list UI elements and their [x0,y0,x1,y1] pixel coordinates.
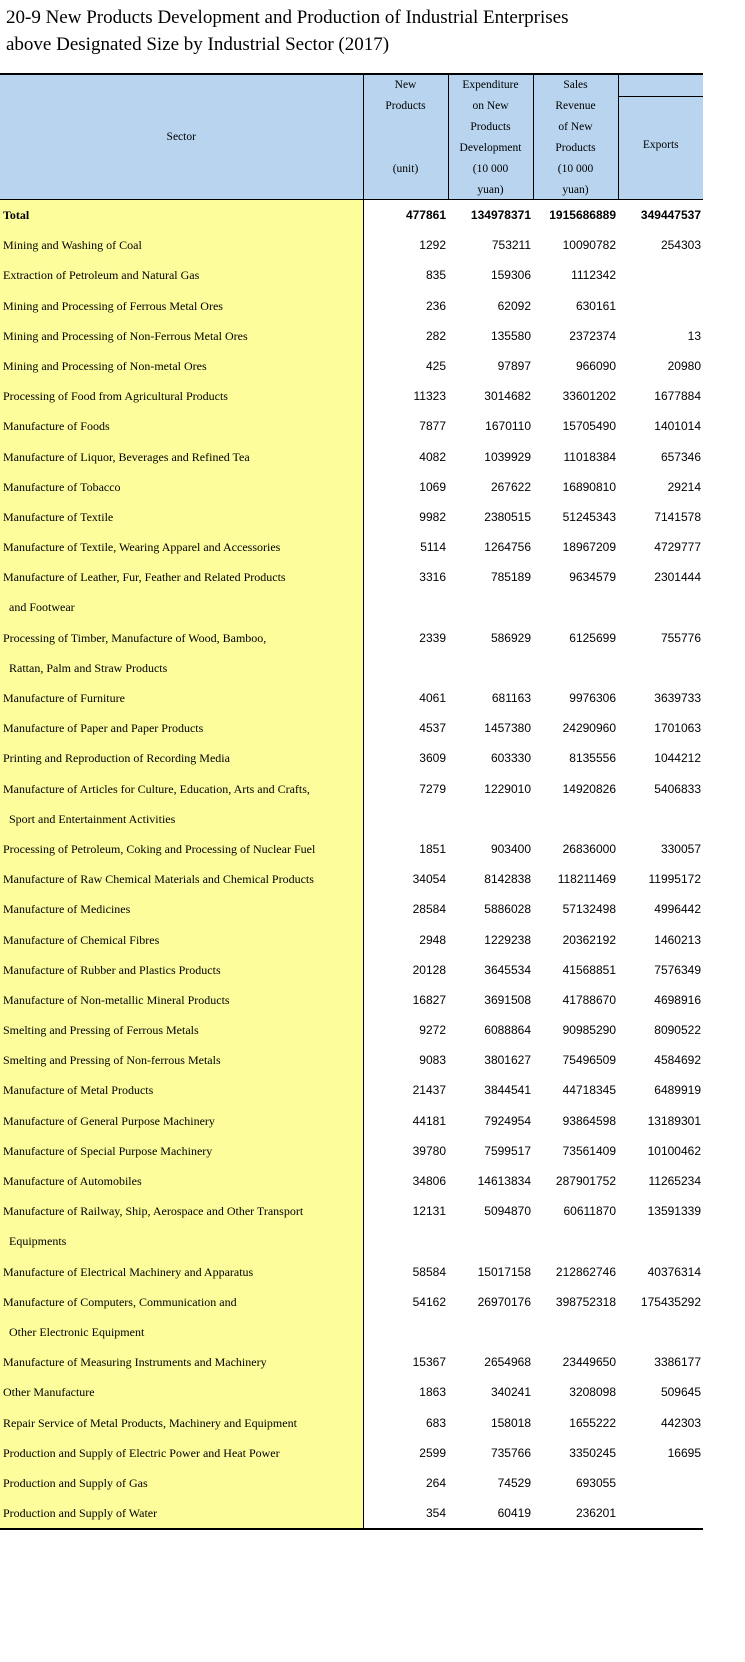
sales-revenue-cell: 236201 [575,1506,616,1521]
sector-cell: and Footwear [0,592,363,622]
header-row [0,74,703,200]
table-row [0,260,703,290]
expenditure-column-header [448,74,533,200]
table-row [0,1408,703,1438]
table-row [0,442,703,472]
expenditure-cell: 159306 [490,268,531,283]
expenditure-cell [448,653,533,683]
sector-cell: Manufacture of Special Purpose Machinery [0,1136,363,1166]
sector-cell: Manufacture of Metal Products [0,1075,363,1105]
table-row [0,623,703,653]
sector-cell: Manufacture of Railway, Ship, Aerospace and Other Transport [0,1196,363,1226]
sector-cell: Manufacture of Non-metallic Mineral Products [0,985,363,1015]
new-products-cell: 20128 [412,962,446,977]
new-products-cell: 1069 [419,479,446,494]
table-row [0,472,703,502]
table-row [0,562,703,592]
sales-revenue-cell: 57132498 [562,902,616,917]
exports-cell: 4729777 [654,540,701,555]
expenditure-cell: 7599517 [484,1143,531,1158]
expenditure-cell: 603330 [490,751,531,766]
sales-revenue-cell: 1915686889 [549,208,616,222]
table-row [0,1075,703,1105]
sales-revenue-cell [533,1226,618,1256]
exports-cell [618,1498,703,1529]
sales-revenue-cell: 2372374 [569,328,616,343]
new-products-cell: 1292 [419,238,446,253]
exports-cell: 13189301 [647,1113,701,1128]
new-products-cell: 7279 [419,781,446,796]
new-products-cell: 236 [425,298,446,313]
exports-cell: 3386177 [654,1355,701,1370]
header-text: (10 000 [557,163,594,175]
sales-revenue-cell: 18967209 [562,540,616,555]
exports-cell [618,804,703,834]
exports-cell: 755776 [660,630,701,645]
sales-revenue-cell: 60611870 [563,1204,616,1219]
new-products-cell: 12131 [412,1204,446,1219]
expenditure-cell [448,804,533,834]
exports-cell [618,653,703,683]
exports-cell: 175435292 [640,1294,701,1309]
title-line-2: above Designated Size by Industrial Sector (2017) [6,34,390,55]
exports-cell: 5406833 [654,781,701,796]
sales-revenue-cell: 23449650 [562,1355,616,1370]
sector-cell: Smelting and Pressing of Non-ferrous Metals [0,1045,363,1075]
sector-cell: Equipments [0,1226,363,1256]
sales-revenue-cell: 8135556 [569,751,616,766]
exports-cell [618,260,703,290]
table-row [0,1347,703,1377]
sales-revenue-cell: 9634579 [569,570,616,585]
sector-cell: Processing of Timber, Manufacture of Wood, Bamboo, [0,623,363,653]
expenditure-cell: 1039929 [484,449,531,464]
expenditure-cell: 267622 [490,479,531,494]
exports-cell: 1460213 [654,932,701,947]
expenditure-cell: 785189 [490,570,531,585]
new-products-cell [363,804,448,834]
sales-revenue-cell: 15705490 [562,419,616,434]
table-row [0,1166,703,1196]
table-row [0,1287,703,1317]
exports-cell: 7576349 [654,962,701,977]
new-products-cell [363,592,448,622]
sales-revenue-cell: 33601202 [562,389,616,404]
expenditure-cell: 903400 [490,841,531,856]
sector-cell: Manufacture of Raw Chemical Materials and Chemical Products [0,864,363,894]
expenditure-cell: 586929 [490,630,531,645]
exports-cell: 2301444 [654,570,701,585]
sales-revenue-cell: 20362192 [562,932,616,947]
exports-cell: 16695 [667,1445,701,1460]
exports-cell: 13 [687,328,701,343]
table-row [0,291,703,321]
table-row-continuation [0,592,703,622]
new-products-cell: 683 [425,1415,446,1430]
table-row [0,1015,703,1045]
new-products-cell: 7877 [419,419,446,434]
sector-cell: Manufacture of Rubber and Plastics Products [0,955,363,985]
header-text: New [394,79,417,91]
exports-cell: 6489919 [654,1083,701,1098]
sales-revenue-cell: 212862746 [555,1264,616,1279]
sales-revenue-cell: 693055 [575,1475,616,1490]
sector-cell: Manufacture of Chemical Fibres [0,925,363,955]
sector-cell: Rattan, Palm and Straw Products [0,653,363,683]
sales-revenue-column-header [533,74,618,200]
header-text: on New [472,100,509,112]
sales-revenue-cell: 9976306 [569,691,616,705]
table-row [0,743,703,773]
unit-label: (unit) [392,163,419,175]
expenditure-cell: 753211 [491,238,531,253]
exports-cell: 4996442 [654,902,701,917]
expenditure-cell: 3801627 [484,1053,531,1068]
table-row [0,955,703,985]
sales-revenue-cell: 41788670 [562,992,616,1007]
sector-cell: Manufacture of Furniture [0,683,363,713]
table-row [0,381,703,411]
exports-cell: 1044212 [654,751,701,766]
sales-revenue-cell [533,592,618,622]
new-products-cell: 44181 [412,1113,446,1128]
sales-revenue-cell: 16890810 [562,479,616,494]
sector-cell: Mining and Washing of Coal [0,230,363,260]
sales-revenue-cell: 24290960 [562,721,616,736]
table-row [0,864,703,894]
sector-cell: Sport and Entertainment Activities [0,804,363,834]
table-row [0,1196,703,1226]
sector-cell: Manufacture of General Purpose Machinery [0,1106,363,1136]
exports-cell: 1677884 [654,389,701,404]
new-products-cell: 4082 [419,449,446,464]
sector-cell: Manufacture of Leather, Fur, Feather and Related Products [0,562,363,592]
sector-cell: Processing of Food from Agricultural Products [0,381,363,411]
exports-cell: 657346 [660,449,701,464]
total-row [0,200,703,231]
sales-revenue-cell: 51245343 [562,509,616,524]
sales-revenue-cell: 11018384 [563,449,616,464]
exports-cell [618,1468,703,1498]
expenditure-cell: 62092 [497,298,531,313]
sector-cell: Processing of Petroleum, Coking and Processing of Nuclear Fuel [0,834,363,864]
new-products-cell: 58584 [412,1264,446,1279]
exports-cell: 8090522 [654,1023,701,1038]
sales-revenue-cell: 44718345 [562,1083,616,1098]
table-row-continuation [0,804,703,834]
sector-cell: Production and Supply of Electric Power and Heat Power [0,1438,363,1468]
new-products-cell: 21437 [412,1083,446,1098]
exports-cell: 10100462 [647,1143,701,1158]
sales-revenue-cell [533,1317,618,1347]
new-products-cell: 34054 [412,872,446,887]
expenditure-cell: 1229010 [484,781,531,796]
new-products-cell: 3316 [419,570,446,585]
table-row-continuation [0,1317,703,1347]
new-products-cell: 3609 [419,751,446,766]
title-line-1: 20-9 New Products Development and Production of Industrial Enterprises [6,7,569,28]
sector-cell: Other Electronic Equipment [0,1317,363,1347]
table-row-continuation [0,1226,703,1256]
sales-revenue-cell: 41568851 [562,962,616,977]
header-text: yuan) [477,184,504,196]
sales-revenue-cell: 3350245 [569,1445,616,1460]
expenditure-cell: 340241 [490,1385,531,1400]
table-row [0,1045,703,1075]
sales-revenue-cell: 10090782 [562,238,616,253]
table-row [0,894,703,924]
exports-cell: 20980 [667,358,701,373]
sector-cell: Manufacture of Articles for Culture, Education, Arts and Crafts, [0,774,363,804]
new-products-column-header [363,74,448,200]
sales-revenue-cell: 14920826 [562,781,616,796]
new-products-cell: 11323 [413,389,446,404]
header-text: Revenue [555,100,596,112]
new-products-cell: 2948 [419,932,446,947]
expenditure-cell: 2654968 [484,1355,531,1370]
header-text: of New [558,121,593,133]
expenditure-cell: 1229238 [484,932,531,947]
new-products-cell: 54162 [412,1294,446,1309]
sector-cell: Smelting and Pressing of Ferrous Metals [0,1015,363,1045]
header-text: Expenditure [462,79,519,91]
table-body [0,200,703,1530]
new-products-cell: 477861 [405,208,446,222]
new-products-cell: 9083 [419,1053,446,1068]
sector-cell: Mining and Processing of Non-Ferrous Metal Ores [0,321,363,351]
expenditure-cell: 26970176 [477,1294,531,1309]
exports-cell: 29214 [667,479,701,494]
header-text: Sales [563,79,588,91]
exports-cell [618,1226,703,1256]
exports-cell: 4584692 [654,1053,701,1068]
table-row [0,1136,703,1166]
table-row [0,321,703,351]
data-table [0,73,703,1530]
new-products-cell: 4537 [419,721,446,736]
expenditure-cell: 5886028 [484,902,531,917]
new-products-cell [363,1317,448,1347]
sales-revenue-cell: 6125699 [569,630,616,645]
new-products-cell: 835 [425,268,446,283]
sector-cell: Extraction of Petroleum and Natural Gas [0,260,363,290]
exports-cell [618,1317,703,1347]
header-text: Development [459,142,522,154]
sales-revenue-cell: 90985290 [562,1023,616,1038]
exports-subheader [619,96,704,199]
expenditure-cell: 7924954 [484,1113,531,1128]
sector-cell: Manufacture of Textile, Wearing Apparel and Accessories [0,532,363,562]
expenditure-cell [448,1226,533,1256]
sales-revenue-cell: 3208098 [569,1385,616,1400]
sector-cell: Total [0,200,363,231]
expenditure-cell: 2380515 [484,509,531,524]
sector-cell: Manufacture of Computers, Communication and [0,1287,363,1317]
new-products-cell: 9272 [419,1023,446,1038]
expenditure-cell [448,592,533,622]
table-row-continuation [0,653,703,683]
expenditure-cell: 5094870 [484,1204,531,1219]
sector-column-header: Sector [0,74,363,200]
sector-cell: Production and Supply of Water [0,1498,363,1529]
expenditure-cell: 1670110 [485,419,531,434]
table-row [0,351,703,381]
expenditure-cell: 135580 [490,328,531,343]
expenditure-cell: 60419 [497,1506,531,1521]
exports-cell [618,291,703,321]
expenditure-cell: 6088864 [484,1023,531,1038]
sector-cell: Manufacture of Electrical Machinery and Apparatus [0,1257,363,1287]
sales-revenue-cell: 26836000 [562,841,616,856]
expenditure-cell: 1457380 [484,721,531,736]
expenditure-cell: 3691508 [484,992,531,1007]
sales-revenue-cell: 398752318 [555,1294,616,1309]
sales-revenue-cell: 1655222 [569,1415,616,1430]
sales-revenue-cell: 75496509 [562,1053,616,1068]
new-products-cell: 1851 [419,841,446,856]
table-row [0,1468,703,1498]
sales-revenue-cell: 118211469 [557,872,616,887]
exports-cell [618,592,703,622]
table-row [0,774,703,804]
exports-column-header [618,74,703,200]
sales-revenue-cell: 287901752 [555,1174,616,1188]
new-products-cell: 5114 [420,540,446,555]
table-row [0,502,703,532]
table-row [0,230,703,260]
sales-revenue-cell: 1112342 [571,268,616,283]
sector-cell: Manufacture of Liquor, Beverages and Refined Tea [0,442,363,472]
exports-cell: 509645 [660,1385,701,1400]
sales-revenue-cell: 966090 [575,358,616,373]
sales-revenue-cell [533,653,618,683]
new-products-cell: 354 [425,1506,446,1521]
expenditure-cell: 8142838 [484,872,531,887]
new-products-cell: 39780 [412,1143,446,1158]
new-products-cell: 34806 [412,1174,446,1188]
header-text: yuan) [562,184,589,196]
new-products-cell: 425 [425,358,446,373]
exports-cell: 40376314 [647,1264,701,1279]
expenditure-cell: 15017158 [477,1264,531,1279]
sector-cell: Mining and Processing of Ferrous Metal Ores [0,291,363,321]
new-products-cell: 2599 [419,1445,446,1460]
new-products-cell: 2339 [419,630,446,645]
header-text: Products [385,100,426,112]
exports-cell: 11995172 [648,872,701,887]
table-row [0,1438,703,1468]
table-row [0,925,703,955]
new-products-cell: 9982 [419,509,446,524]
expenditure-cell: 134978371 [470,208,531,222]
exports-cell: 442303 [660,1415,701,1430]
header-text: Products [555,142,596,154]
table-row [0,985,703,1015]
sector-cell: Manufacture of Medicines [0,894,363,924]
table-row [0,411,703,441]
new-products-cell [363,653,448,683]
exports-cell: 4698916 [654,992,701,1007]
new-products-cell: 282 [425,328,446,343]
table-row [0,683,703,713]
new-products-cell: 28584 [412,902,446,917]
sector-cell: Printing and Reproduction of Recording Media [0,743,363,773]
expenditure-cell: 158018 [490,1415,531,1430]
expenditure-cell: 735766 [490,1445,531,1460]
sector-cell: Production and Supply of Gas [0,1468,363,1498]
new-products-cell: 16827 [412,992,446,1007]
new-products-cell: 264 [425,1475,446,1490]
header-text: (10 000 [472,163,509,175]
sector-cell: Repair Service of Metal Products, Machinery and Equipment [0,1408,363,1438]
table-row [0,1377,703,1407]
sales-revenue-cell: 73561409 [562,1143,616,1158]
sector-cell: Manufacture of Measuring Instruments and Machinery [0,1347,363,1377]
table-row [0,834,703,864]
sales-revenue-cell: 93864598 [562,1113,616,1128]
exports-cell: 3639733 [654,691,701,705]
expenditure-cell: 3645534 [484,962,531,977]
sector-cell: Mining and Processing of Non-metal Ores [0,351,363,381]
exports-cell: 13591339 [647,1204,701,1219]
table-row [0,713,703,743]
new-products-cell: 4061 [419,691,446,705]
expenditure-cell: 97897 [497,358,531,373]
exports-cell: 7141578 [654,509,701,524]
table-row [0,1106,703,1136]
sector-cell: Manufacture of Textile [0,502,363,532]
page-title [6,4,736,58]
new-products-cell [363,1226,448,1256]
header-text: Products [470,121,511,133]
exports-cell: 1701063 [654,721,701,736]
table-row [0,532,703,562]
sales-revenue-cell [533,804,618,834]
header-text: Exports [642,139,679,151]
expenditure-cell [448,1317,533,1347]
sector-cell: Manufacture of Tobacco [0,472,363,502]
exports-cell: 254303 [660,238,701,253]
exports-cell: 1401014 [654,419,701,434]
expenditure-cell: 3014682 [484,389,531,404]
sector-cell: Manufacture of Foods [0,411,363,441]
exports-cell: 330057 [660,841,701,856]
table-row [0,1257,703,1287]
new-products-cell: 1863 [419,1385,446,1400]
expenditure-cell: 1264756 [484,540,531,555]
expenditure-cell: 681163 [491,691,531,705]
sector-cell: Manufacture of Automobiles [0,1166,363,1196]
sector-cell: Other Manufacture [0,1377,363,1407]
new-products-cell: 15367 [412,1355,446,1370]
table-row [0,1498,703,1529]
sales-revenue-cell: 630161 [575,298,616,313]
expenditure-cell: 3844541 [484,1083,531,1098]
sector-cell: Manufacture of Paper and Paper Products [0,713,363,743]
exports-cell: 349447537 [640,208,701,222]
expenditure-cell: 14613834 [477,1174,531,1188]
exports-cell: 11265234 [648,1174,701,1188]
expenditure-cell: 74529 [497,1475,531,1490]
